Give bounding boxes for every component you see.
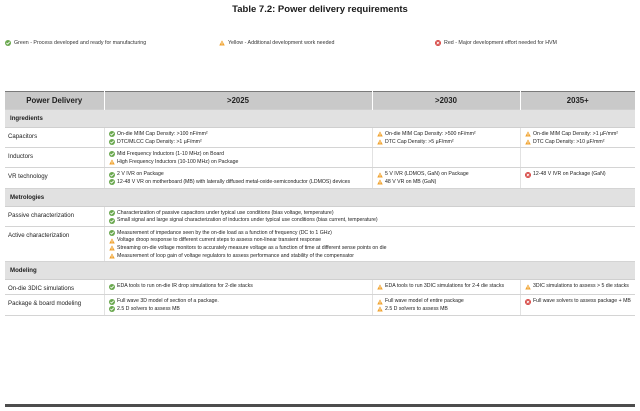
check-circle-icon xyxy=(109,299,115,305)
requirement-item xyxy=(525,298,632,305)
x-circle-icon xyxy=(435,40,441,46)
section-title: Modeling xyxy=(5,262,635,280)
warning-triangle-icon xyxy=(525,284,531,290)
legend-yellow-label: Yellow - Additional development work needed xyxy=(228,40,335,46)
table-bottom-rule xyxy=(5,404,635,407)
requirement-text: 2.5 D solvers to assess MB xyxy=(117,306,180,312)
requirement-item xyxy=(377,131,516,138)
table-cell xyxy=(520,280,635,295)
requirement-item xyxy=(525,283,632,290)
requirement-item xyxy=(109,179,368,186)
row-label: Active characterization xyxy=(5,226,104,262)
x-circle-icon xyxy=(525,299,531,305)
warning-triangle-icon xyxy=(377,139,383,145)
column-header: >2025 xyxy=(104,92,372,110)
legend-red-label: Red - Major development effort needed for HVM xyxy=(444,40,557,46)
requirement-text: DTC Cap Density: >5 µF/mm² xyxy=(385,138,454,145)
warning-triangle-icon xyxy=(109,245,115,251)
check-circle-icon xyxy=(109,210,115,216)
table-cell xyxy=(520,295,635,315)
row-label: VR technology xyxy=(5,168,104,188)
table-cell xyxy=(104,168,372,188)
table-row xyxy=(5,148,635,168)
requirement-text: EDA tools to run 3DIC simulations for 2-4 die stacks xyxy=(385,283,505,290)
legend-green xyxy=(5,40,146,46)
column-header: 2035+ xyxy=(520,92,635,110)
requirement-item xyxy=(109,245,632,252)
section-row xyxy=(5,188,635,206)
requirement-item xyxy=(525,171,632,178)
requirement-text: Streaming on-die voltage monitors to accurately measure voltage as a function of time at different sense points on die xyxy=(117,245,387,252)
requirement-item xyxy=(109,151,368,158)
warning-triangle-icon xyxy=(377,306,383,312)
table-cell xyxy=(520,148,635,168)
requirement-item xyxy=(109,237,632,244)
requirement-item xyxy=(109,139,368,146)
warning-triangle-icon xyxy=(525,131,531,137)
requirement-item xyxy=(377,306,516,313)
table-row xyxy=(5,168,635,188)
check-circle-icon xyxy=(5,40,11,46)
column-header: Power Delivery xyxy=(5,92,104,110)
section-title: Ingredients xyxy=(5,110,635,128)
requirement-text: 5 V IVR (LDMOS, GaN) on Package xyxy=(385,171,469,178)
requirement-item xyxy=(377,171,516,178)
check-circle-icon xyxy=(109,172,115,178)
table-cell xyxy=(104,295,372,315)
row-label: On-die 3DIC simulations xyxy=(5,280,104,295)
requirement-text: 2.5 D solvers to assess MB xyxy=(385,306,448,312)
check-circle-icon xyxy=(109,139,115,145)
warning-triangle-icon xyxy=(377,172,383,178)
table-row xyxy=(5,295,635,315)
requirement-text: Mid Frequency Inductors (1-10 MHz) on Board xyxy=(117,151,224,158)
table-body xyxy=(5,110,635,316)
warning-triangle-icon xyxy=(377,284,383,290)
row-label: Passive characterization xyxy=(5,206,104,226)
section-row xyxy=(5,110,635,128)
table-row xyxy=(5,226,635,262)
table-title: Table 7.2: Power delivery requirements xyxy=(232,4,408,15)
warning-triangle-icon xyxy=(525,139,531,145)
row-label: Package & board modeling xyxy=(5,295,104,315)
warning-triangle-icon xyxy=(109,159,115,165)
requirement-text: High Frequency Inductors (10-100 MHz) on Package xyxy=(117,158,239,165)
table-cell xyxy=(104,148,372,168)
requirement-item xyxy=(109,217,632,224)
requirement-item xyxy=(377,298,516,305)
warning-triangle-icon xyxy=(377,179,383,185)
requirement-item xyxy=(525,131,632,138)
requirement-item xyxy=(109,253,632,260)
table-cell xyxy=(104,206,635,226)
warning-triangle-icon xyxy=(109,253,115,259)
requirement-text: On-die MIM Cap Density: >1 µF/mm² xyxy=(533,131,618,137)
requirement-text: Voltage droop response to different current steps to assess non-linear transient response xyxy=(117,237,322,244)
column-header: >2030 xyxy=(372,92,520,110)
table-cell xyxy=(104,128,372,148)
legend-yellow xyxy=(219,40,334,46)
table-cell xyxy=(372,295,520,315)
power-delivery-table xyxy=(5,91,635,316)
requirement-text: EDA tools to run on-die IR drop simulations for 2-die stacks xyxy=(117,283,253,290)
requirement-text: On-die MIM Cap Density: >100 nF/mm² xyxy=(117,131,208,137)
check-circle-icon xyxy=(109,131,115,137)
requirement-item xyxy=(109,159,368,166)
table-row xyxy=(5,128,635,148)
table-cell xyxy=(104,280,372,295)
warning-triangle-icon xyxy=(219,40,225,46)
requirement-item xyxy=(377,179,516,186)
check-circle-icon xyxy=(109,179,115,185)
table-cell xyxy=(372,280,520,295)
requirement-item xyxy=(109,298,368,305)
requirement-text: On-die MIM Cap Density: >500 nF/mm² xyxy=(385,131,476,137)
requirement-text: Full wave solvers to assess package + MB xyxy=(533,298,631,305)
table-header-row xyxy=(5,92,635,110)
row-label: Inductors xyxy=(5,148,104,168)
requirement-item xyxy=(109,171,368,178)
table-cell xyxy=(372,128,520,148)
requirement-text: 48 V VR on MB (GaN) xyxy=(385,179,437,186)
check-circle-icon xyxy=(109,230,115,236)
legend-green-label: Green - Process developed and ready for manufacturing xyxy=(14,40,147,46)
warning-triangle-icon xyxy=(377,299,383,305)
requirement-item xyxy=(109,230,632,237)
legend-red xyxy=(435,40,557,46)
requirement-text: Characterization of passive capacitors under typical use conditions (bias voltage, temperature) xyxy=(117,209,334,216)
requirement-item xyxy=(525,139,632,146)
requirement-text: Full wave 3D model of section of a package. xyxy=(117,298,219,305)
requirement-item xyxy=(377,283,516,290)
requirement-text: 2 V IVR on Package xyxy=(117,171,164,178)
check-circle-icon xyxy=(109,151,115,157)
warning-triangle-icon xyxy=(377,131,383,137)
requirement-item xyxy=(109,283,368,290)
requirement-item xyxy=(109,306,368,313)
warning-triangle-icon xyxy=(109,238,115,244)
table-cell xyxy=(372,168,520,188)
table-row xyxy=(5,280,635,295)
section-title: Metrologies xyxy=(5,188,635,206)
table-cell xyxy=(520,128,635,148)
table-cell xyxy=(520,168,635,188)
requirement-text: 12-48 V IVR on Package (GaN) xyxy=(533,171,606,178)
requirement-item xyxy=(377,139,516,146)
table-cell xyxy=(104,226,635,262)
requirement-item xyxy=(109,210,632,217)
requirement-text: Small signal and large signal characterization of inductors under typical use conditions (bias current, temperature) xyxy=(117,217,378,224)
table-row xyxy=(5,206,635,226)
requirement-item xyxy=(109,131,368,138)
row-label: Capacitors xyxy=(5,128,104,148)
check-circle-icon xyxy=(109,306,115,312)
check-circle-icon xyxy=(109,218,115,224)
section-row xyxy=(5,262,635,280)
table-cell xyxy=(372,148,520,168)
requirement-text: 12-48 V VR on motherboard (MB) with laterally diffused metal-oxide-semiconductor (LDMOS) devices xyxy=(117,179,351,186)
check-circle-icon xyxy=(109,284,115,290)
requirement-text: DTC Cap Density: >10 µF/mm² xyxy=(533,138,605,145)
status-legend xyxy=(5,40,637,52)
x-circle-icon xyxy=(525,172,531,178)
requirement-text: Full wave model of entire package xyxy=(385,298,464,305)
requirement-text: Measurement of loop gain of voltage regulators to assess performance and stability of the compensator xyxy=(117,252,355,259)
requirement-text: DTC/MLCC Cap Density: >1 µF/mm² xyxy=(117,138,202,145)
requirement-text: Measurement of impedance seen by the on-die load as a function of frequency (DC to 1 GHz) xyxy=(117,229,332,236)
requirement-text: 3DIC simulations to assess > 5 die stacks xyxy=(533,283,629,290)
